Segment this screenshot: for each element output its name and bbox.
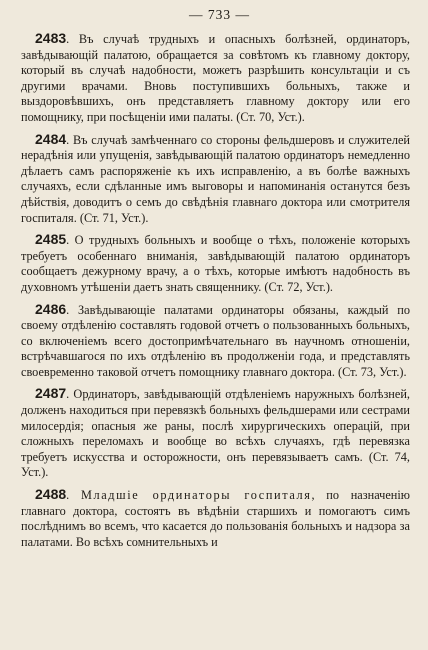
article-number: 2484 bbox=[35, 130, 67, 147]
article-2483 bbox=[21, 31, 410, 126]
article-number: 2485 bbox=[35, 231, 67, 248]
article-2486 bbox=[21, 302, 410, 381]
article-lead-spaced: Младшіе ординаторы госпиталя bbox=[80, 488, 312, 503]
article-number: 2483 bbox=[35, 30, 67, 46]
page-number: — 733 — bbox=[189, 7, 250, 22]
article-text: . Въ случаѣ трудныхъ и опасныхъ болѣзней, ординаторъ, завѣдывающій палатою, обращается за совѣтомъ къ главному доктору, который въ случаѣ надобности, можетъ разрѣшить консультаціи и съ другими врачами. Вновь поступившихъ больныхъ, также и выздоровѣвшихъ, онъ представляетъ главному доктору или его помощнику, при посѣщеніи ими палаты. (Ст. 70, Уст.). bbox=[21, 32, 410, 124]
article-number: 2486 bbox=[35, 300, 67, 317]
article-text: . Ординаторъ, завѣдывающій отдѣленіемъ наружныхъ болѣзней, долженъ находиться при перевязкѣ больныхъ фельдшерами или сестрами милосердія; опасныя же раны, послѣ хирургическихъ операцій, при сложныхъ переломахъ и вообще во всѣхъ случаяхъ, гдѣ перевязка требуетъ искусства и осторожности, онъ перевязываетъ самъ. (Ст. 74, Уст.). bbox=[21, 387, 410, 480]
article-text: . Въ случаѣ замѣченнаго со стороны фельдшеровъ и служителей нерадѣнія или упущенія, завѣдывающій палатою ординаторъ немедленно дѣлаетъ самъ распоряженіе къ ихъ исправленію, а въ болѣе важныхъ случаяхъ, если сдѣланные имъ выговоры и напоминанія останутся безъ дѣйствія, доводитъ о семъ до свѣдѣнія главнаго доктора или смотрителя госпиталя. (Ст. 71, Уст.). bbox=[21, 132, 410, 225]
article-2488: 2488. Младшіе ординаторы госпиталя, по назначенію главнаго доктора, состоятъ въ вѣдѣніи старшихъ и помогаютъ симъ послѣднимъ во всемъ, что касается до пользованія больныхъ и надзора за палатами. Во всѣхъ сомнительныхъ и bbox=[21, 486, 410, 549]
article-2487 bbox=[21, 386, 410, 481]
article-text: , по назначенію главнаго доктора, состоятъ въ вѣдѣніи старшихъ и помогаютъ симъ послѣднимъ во всемъ, что касается до пользованія больныхъ и надзора за палатами. Во всѣхъ сомнительныхъ и bbox=[21, 488, 410, 549]
article-2485 bbox=[21, 232, 410, 295]
article-number: 2487 bbox=[35, 385, 67, 402]
article-text: . Завѣдывающіе палатами ординаторы обязаны, каждый по своему отдѣленію составлять годовой отчетъ о пользованныхъ больныхъ, со включеніемъ всего достопримѣчательнаго въ научномъ отношеніи, встрѣчавшагося по ихъ отдѣленію въ продолженіи года, и представлять своевременно таковой отчетъ помощнику главнаго доктора. (Ст. 73, Уст.). bbox=[21, 302, 410, 379]
article-2484 bbox=[21, 132, 410, 227]
article-text: . О трудныхъ больныхъ и вообще о тѣхъ, положеніе которыхъ требуетъ особеннаго вниманія, завѣдывающій палатою ординаторъ сообщаетъ дежурному врачу, а о тѣхъ, которые имѣютъ надобность въ духовномъ утѣшеніи даетъ знать священнику. (Ст. 72, Уст.). bbox=[21, 233, 410, 294]
article-number: 2488 bbox=[35, 486, 67, 503]
